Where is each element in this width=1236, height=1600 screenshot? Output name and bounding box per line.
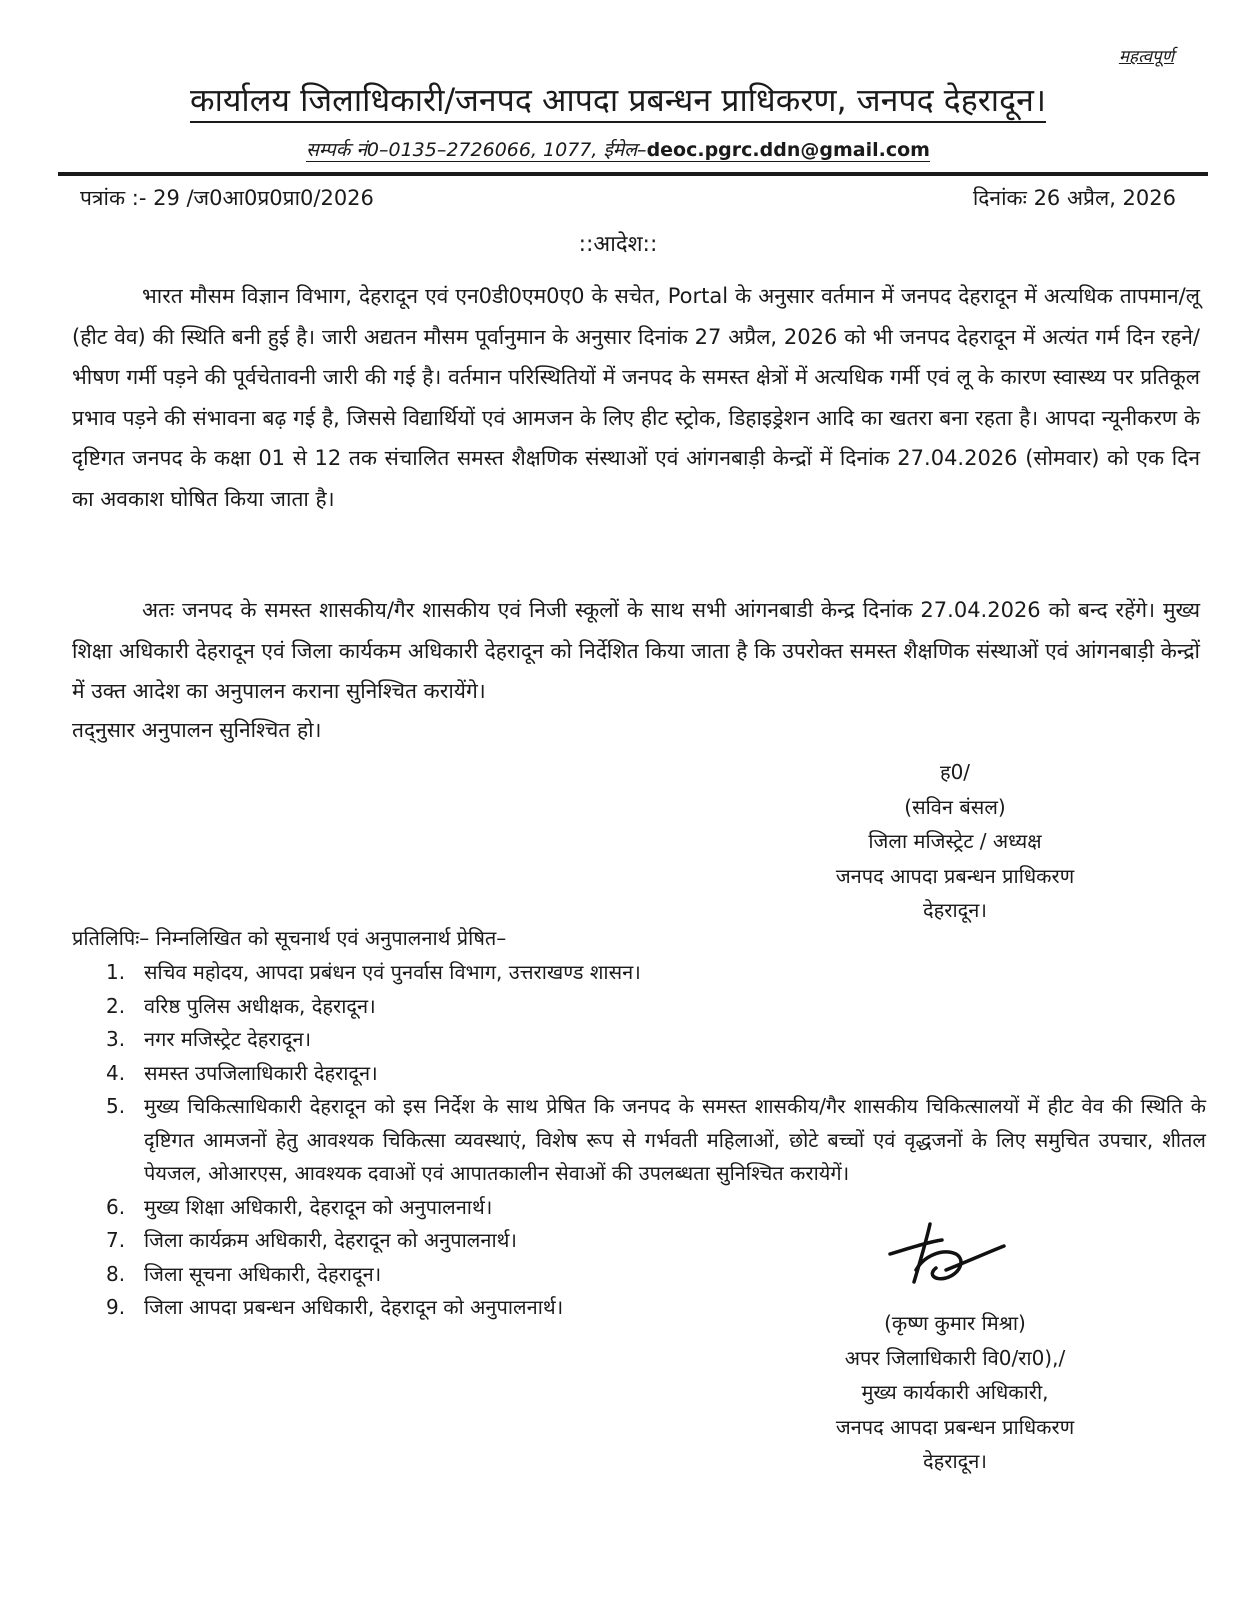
signatory-authority: जनपद आपदा प्रबन्धन प्राधिकरण bbox=[835, 1414, 1075, 1439]
signatory-block-dm bbox=[790, 755, 1120, 928]
list-item: 1. सचिव महोदय, आपदा प्रबंधन एवं पुनर्वास विभाग, उत्तराखण्ड शासन। bbox=[106, 960, 641, 984]
signatory-name: (कृष्ण कुमार मिश्रा) bbox=[884, 1311, 1026, 1335]
list-item: 2. वरिष्ठ पुलिस अधीक्षक, देहरादून। bbox=[106, 993, 376, 1018]
order-paragraph-1: भारत मौसम विज्ञान विभाग, देहरादून एवं एन0डी0एम0ए0 के सचेत, Portal के अनुसार वर्तमान में जनपद देहरादून में अत्यधिक तापमान/लू (हीट वेव) की स्थिति बनी हुई है। जारी अद्यतन मौसम पूर्वानुमान के अनुसार दिनांक 27 अप्रैल, 2026 को भी जनपद देहरादून में अत्यंत गर्म दिन रहने/भीषण गर्मी पड़ने की पूर्वचेतावनी जारी की गई है। वर्तमान परिस्थितियों में जनपद के समस्त क्षेत्रों में अत्यधिक गर्मी एवं लू के कारण स्वास्थ्य पर प्रतिकूल प्रभाव पड़ने की संभावना बढ़ गई है, जिससे विद्यार्थियों एवं आमजन के लिए हीट स्ट्रोक, डिहाइड्रेशन आदि का खतरा बना रहता है। आपदा न्यूनीकरण के दृष्टिगत जनपद के कक्षा 01 से 12 तक संचालित समस्त शैक्षणिक संस्थाओं एवं आंगनबाड़ी केन्द्रों में दिनांक 27.04.2026 (सोमवार) को एक दिन का अवकाश घोषित किया जाता है। bbox=[72, 284, 1200, 511]
list-item: 5. मुख्य चिकित्साधिकारी देहरादून को इस निर्देश के साथ प्रेषित कि जनपद के समस्त शासकीय/गैर शासकीय चिकित्सालयों में हीट वेव की स्थिति के दृष्टिगत आमजनों हेतु आवश्यक चिकित्सा व्यवस्थाएं, विशेष रूप से गर्भवती महिलाओं, छोटे बच्चों एवं वृद्धजनों के लिए समुचित उपचार, शीतल पेयजल, ओआरएस, आवश्यक दवाओं एवं आपातकालीन सेवाओं की उपलब्धता सुनिश्चित करायेगें। bbox=[106, 1094, 1206, 1185]
list-item: 6. मुख्य शिक्षा अधिकारी, देहरादून को अनुपालनार्थ। bbox=[106, 1194, 493, 1219]
signatory-block-adm bbox=[790, 1306, 1120, 1479]
signatory-designation: अपर जिलाधिकारी वि0/रा0),/ bbox=[844, 1345, 1066, 1370]
order-heading: ::आदेश:: bbox=[578, 232, 658, 257]
handwritten-signature bbox=[880, 1218, 1020, 1298]
list-item: 7. जिला कार्यक्रम अधिकारी, देहरादून को अनुपालनार्थ। bbox=[106, 1228, 518, 1252]
contact-line bbox=[0, 136, 1236, 162]
office-title: कार्यालय जिलाधिकारी/जनपद आपदा प्रबन्धन प्राधिकरण, जनपद देहरादून। bbox=[0, 78, 1236, 121]
list-item: 9. जिला आपदा प्रबन्धन अधिकारी, देहरादून को अनुपालनार्थ। bbox=[106, 1295, 564, 1319]
list-item: 4. समस्त उपजिलाधिकारी देहरादून। bbox=[106, 1060, 378, 1085]
order-paragraph-3: तद्नुसार अनुपालन सुनिश्चित हो। bbox=[72, 718, 322, 742]
signatory-designation: जिला मजिस्ट्रेट / अध्यक्ष bbox=[868, 829, 1042, 853]
order-paragraph-2: अतः जनपद के समस्त शासकीय/गैर शासकीय एवं निजी स्कूलों के साथ सभी आंगनबाडी केन्द्र दिनांक 27.04.2026 को बन्द रहेंगे। मुख्य शिक्षा अधिकारी देहरादून एवं जिला कार्यकम अधिकारी देहरादून को निर्देशित किया जाता है कि उपरोक्त समस्त शैक्षणिक संस्थाओं एवं आंगनबाड़ी केन्द्रों में उक्त आदेश का अनुपालन कराना सुनिश्चित करायेंगे। bbox=[72, 598, 1200, 703]
header-divider bbox=[58, 172, 1208, 176]
signatory-place: देहरादून। bbox=[923, 1449, 987, 1473]
list-item: 8. जिला सूचना अधिकारी, देहरादून। bbox=[106, 1261, 382, 1286]
contact-phone: सम्पर्क नं0–0135–2726066, 1077, ईमेल– bbox=[306, 139, 647, 161]
contact-email: deoc.pgrc.ddn@gmail.com bbox=[646, 139, 930, 161]
letter-date: दिनांकः 26 अप्रैल, 2026 bbox=[972, 186, 1176, 210]
signed-mark: ह0/ bbox=[939, 760, 971, 784]
copy-to-title: प्रतिलिपिः– निम्नलिखित को सूचनार्थ एवं अनुपालनार्थ प्रेषित– bbox=[72, 926, 507, 950]
copy-to-list bbox=[106, 956, 1206, 1325]
list-item: 3. नगर मजिस्ट्रेट देहरादून। bbox=[106, 1027, 312, 1051]
signatory-designation: मुख्य कार्यकारी अधिकारी, bbox=[861, 1380, 1049, 1404]
signatory-authority: जनपद आपदा प्रबन्धन प्राधिकरण bbox=[835, 863, 1075, 888]
signatory-name: (सविन बंसल) bbox=[904, 794, 1006, 819]
importance-label: महत्वपूर्ण bbox=[1118, 47, 1174, 67]
letter-number: पत्रांक :- 29 /ज0आ0प्र0प्रा0/2026 bbox=[80, 186, 374, 210]
signatory-place: देहरादून। bbox=[923, 898, 987, 922]
